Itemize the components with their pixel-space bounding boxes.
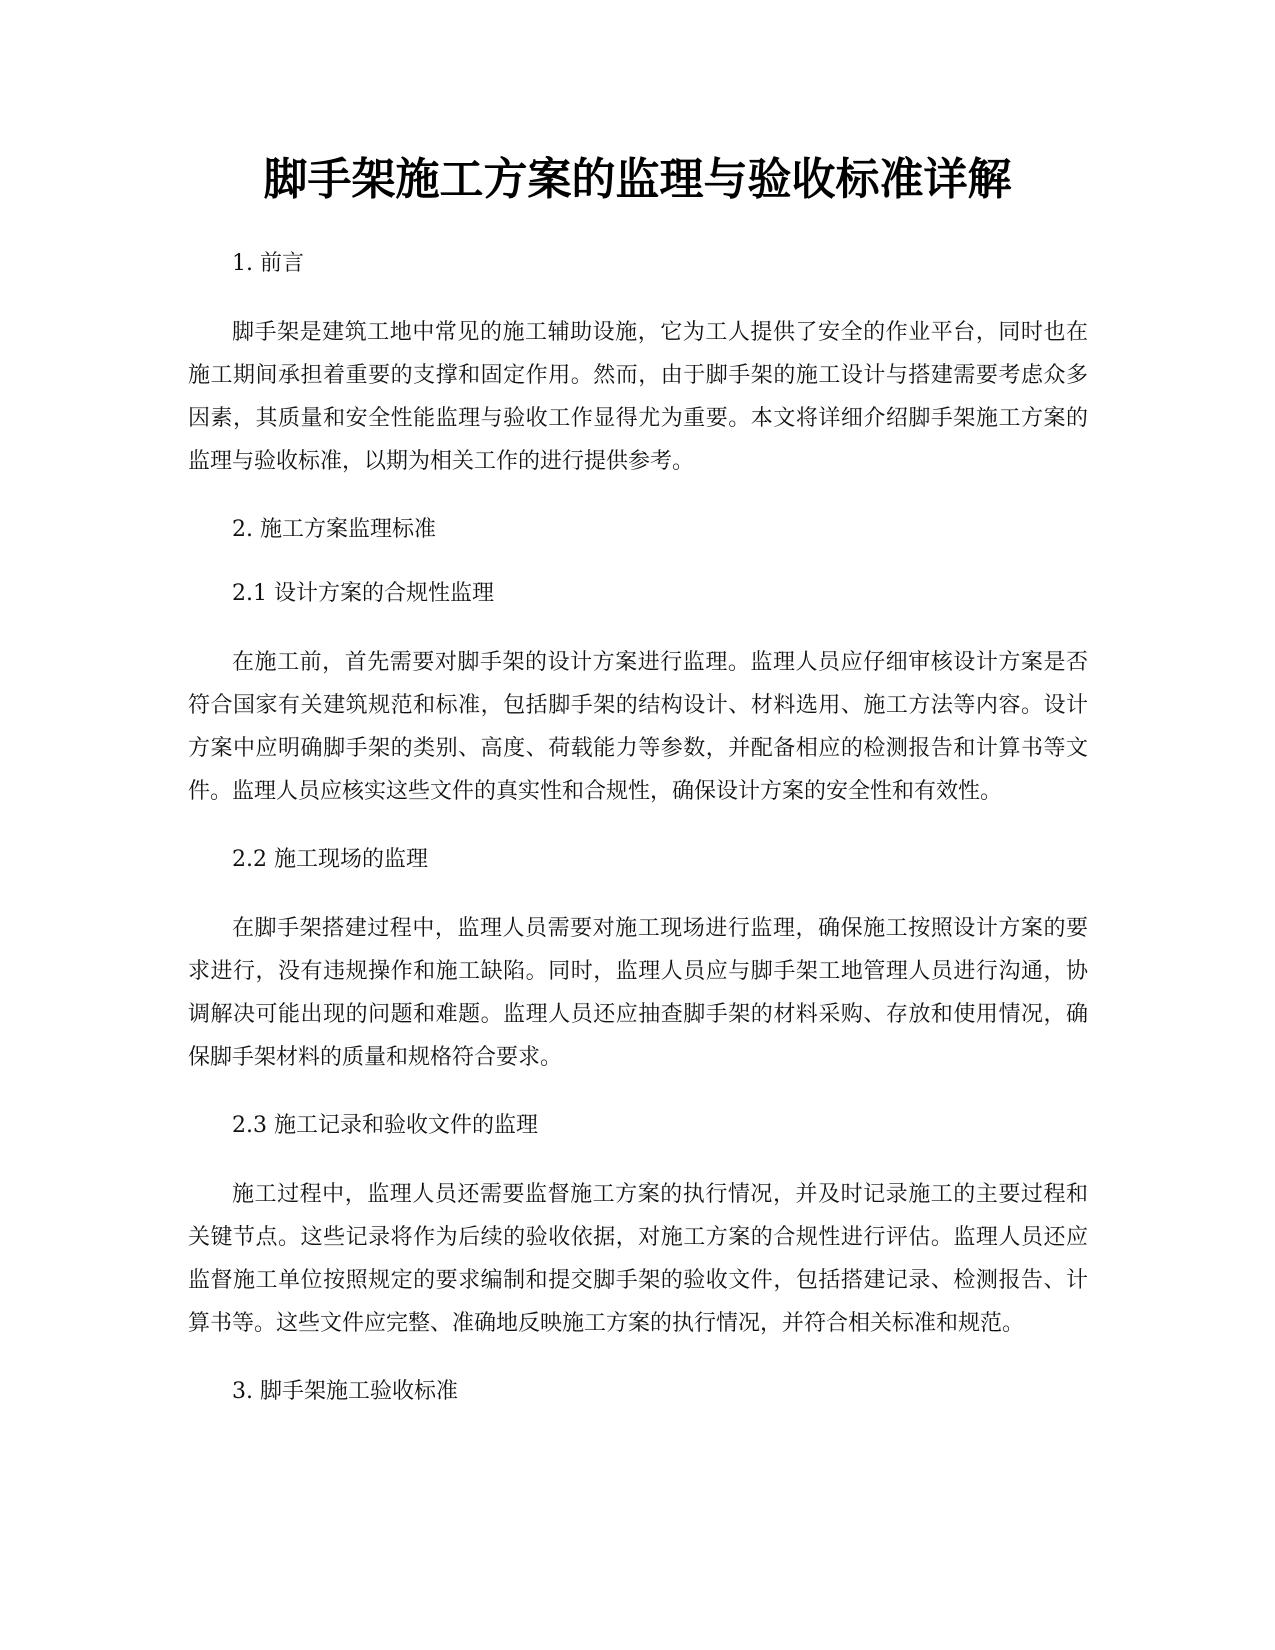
paragraph-design-compliance: 在施工前，首先需要对脚手架的设计方案进行监理。监理人员应仔细审核设计方案是否符合国家有关建筑规范和标准，包括脚手架的结构设计、材料选用、施工方法等内容。设计方案中应明确脚手架的类别、高度、荷载能力等参数，并配备相应的检测报告和计算书等文件。监理人员应核实这些文件的真实性和合规性，确保设计方案的安全性和有效性。 [188, 650, 1088, 804]
subsection-heading-records-acceptance: 2.3 施工记录和验收文件的监理 [232, 1113, 538, 1138]
paragraph-records-acceptance: 施工过程中，监理人员还需要监督施工方案的执行情况，并及时记录施工的主要过程和关键节点。这些记录将作为后续的验收依据，对施工方案的合规性进行评估。监理人员还应监督施工单位按照规定的要求编制和提交脚手架的验收文件，包括搭建记录、检测报告、计算书等。这些文件应完整、准确地反映施工方案的执行情况，并符合相关标准和规范。 [188, 1182, 1088, 1336]
subsection-heading-design-compliance: 2.1 设计方案的合规性监理 [232, 581, 494, 606]
paragraph-preface: 脚手架是建筑工地中常见的施工辅助设施，它为工人提供了安全的作业平台，同时也在施工期间承担着重要的支撑和固定作用。然而，由于脚手架的施工设计与搭建需要考虑众多因素，其质量和安全性能监理与验收工作显得尤为重要。本文将详细介绍脚手架施工方案的监理与验收标准，以期为相关工作的进行提供参考。 [188, 320, 1088, 474]
document-title: 脚手架施工方案的监理与验收标准详解 [263, 154, 1012, 205]
subsection-heading-site-supervision: 2.2 施工现场的监理 [232, 847, 428, 872]
paragraph-site-supervision: 在脚手架搭建过程中，监理人员需要对施工现场进行监理，确保施工按照设计方案的要求进行，没有违规操作和施工缺陷。同时，监理人员应与脚手架工地管理人员进行沟通，协调解决可能出现的问题和难题。监理人员还应抽查脚手架的材料采购、存放和使用情况，确保脚手架材料的质量和规格符合要求。 [188, 916, 1088, 1070]
document-body [188, 247, 1088, 1409]
section-heading-supervision-standards: 2. 施工方案监理标准 [232, 517, 436, 542]
section-heading-preface: 1. 前言 [232, 251, 304, 276]
section-heading-acceptance-standards: 3. 脚手架施工验收标准 [232, 1379, 458, 1404]
